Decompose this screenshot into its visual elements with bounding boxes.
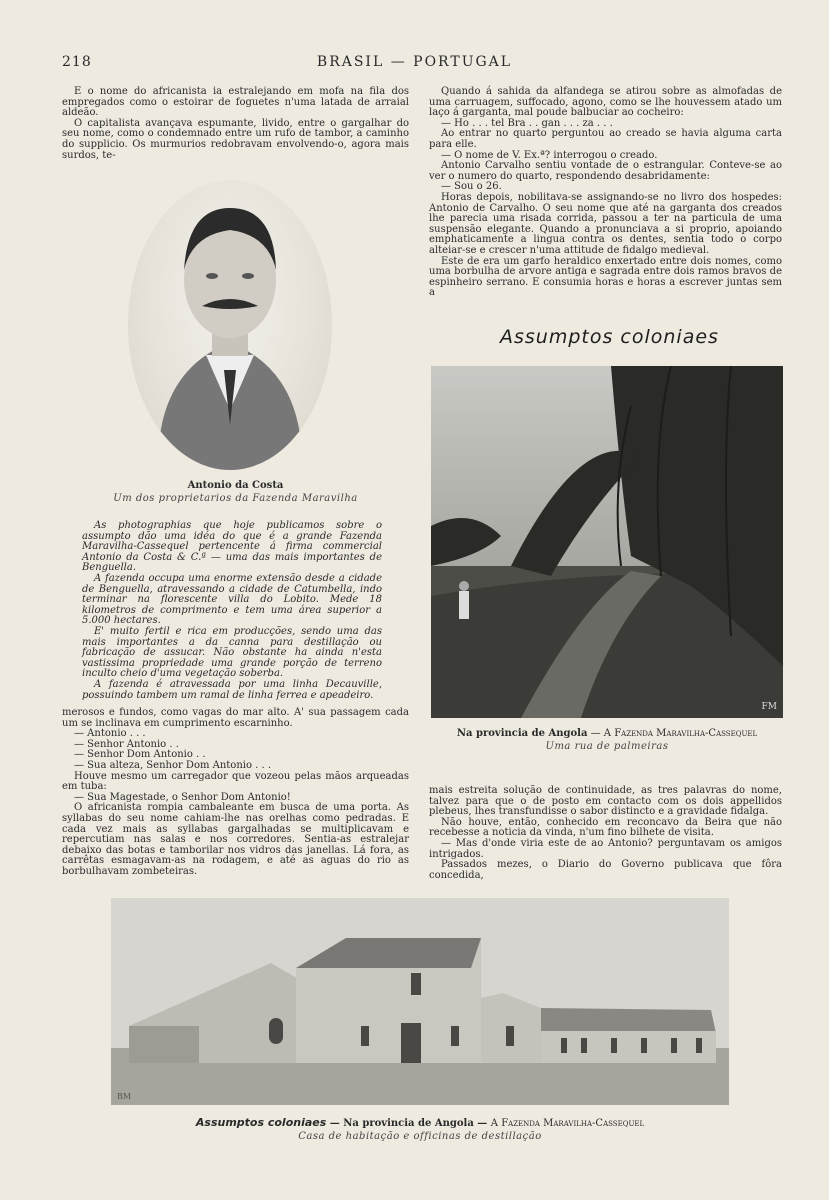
paragraph: Horas depois, nobilitava-se assignando-se no livro dos hospedes: Antonio de Carvalho. O seu nome que até na garganta dos creados lhe parecia uma risada corrida, passou a ter na particula de uma suspensão elegante. Quando a pronunciava a si proprio, apoiando emphaticamente a lingua contra os dentes, sentia todo o corpo alteiar-se e crescer n'uma attitude de fidalgo medieval.: [429, 191, 782, 256]
building-caption-bold: — Na provincia de Angola —: [326, 1118, 491, 1129]
palm-caption-bold: Na provincia de Angola: [456, 728, 588, 739]
paragraph: O capitalista avançava espumante, livido, entre o gargalhar do seu nome, como o condemnado entre um rufo de tambor, a caminho do supplicio. Os murmurios redobravam envolvendo-o, agora mais surdos, te-: [62, 117, 409, 161]
dialogue-line: — Senhor Antonio . .: [74, 738, 179, 750]
paragraph: E o nome do africanista ia estralejando em mofa na fila dos empregados como o estoirar de foguetes n'uma latada de arraial aldeão.: [62, 86, 409, 119]
paragraph: Antonio Carvalho sentiu vontade de o estrangular. Conteve-se ao ver o numero do quarto, respondendo desabridamente:: [429, 160, 782, 182]
paragraph: merosos e fundos, como vagas do mar alto. A' sua passagem cada um se inclinava em cumprimento escarninho.: [62, 707, 409, 729]
section-title: Assumptos coloniaes: [500, 326, 719, 348]
dialogue-line: — Ho . . . tel Bra . . gan . . . za . . .: [441, 117, 613, 129]
building-photo: [111, 898, 729, 1105]
paragraph: Ao entrar no quarto perguntou ao creado se havia alguma carta para elle.: [429, 128, 782, 150]
paragraph: Passados mezes, o Diario do Governo publicava que fôra concedida,: [429, 859, 782, 881]
left-italic-text: [82, 521, 382, 701]
dialogue-line: — Antonio . . .: [74, 728, 146, 740]
paragraph: A fazenda occupa uma enorme extensão desde a cidade de Benguella, atravessando a cidade de Catumbella, indo terminar na florescente villa do Lobito. Mede 18 kilometros de comprimento e tem uma área superior a 5.000 hectares.: [82, 572, 382, 627]
paragraph: A fazenda é atravessada por uma linha Decauville, possuindo tambem um ramal de linha ferrea e apeadeiro.: [82, 678, 382, 701]
palm-photo: [431, 366, 783, 718]
building-caption: [60, 1116, 780, 1142]
paragraph: Quando á sahida da alfandega se atirou sobre as almofadas de uma carruagem, suffocado, agono, como se lhe houvessem atado um laço á garganta, mal poude balbuciar ao cocheiro:: [429, 86, 782, 119]
palm-caption-rest: — A Fazenda Maravilha-Cassequel: [587, 728, 758, 739]
dialogue-line: — Senhor Dom Antonio . .: [74, 749, 206, 761]
portrait-name: Antonio da Costa: [187, 480, 284, 491]
dialogue-line: — Sua Magestade, o Senhor Dom Antonio!: [74, 791, 291, 803]
running-title: BRASIL — PORTUGAL: [316, 54, 513, 70]
paragraph: O africanista rompia cambaleante em busca de uma porta. As syllabas do seu nome cahiam-lhe nas orelhas como pedradas. E cada vez mais as syllabas gargalhadas se multiplicavam e repercutiam nas salas e nos corredores. Sentia-as estralejar debaixo das botas e tamborilar nos vidros das janellas. Lá fora, as carrêtas esmagavam-as na rodagem, e até as aguas do rio as borbulhavam zombeteiras.: [62, 802, 409, 877]
palm-caption: [431, 728, 783, 752]
portrait-caption: [62, 480, 409, 504]
paragraph: E' muito fertil e rica em producções, sendo uma das mais importantes a da canna para destillação ou fabricação de assucar. Não obstante ha ainda n'esta vastissima propriedade uma grande porção de terreno inculto cheio d'uma vegetação soberba.: [82, 625, 382, 680]
dialogue-line: — O nome de V. Ex.ª? interrogou o creado.: [441, 149, 658, 161]
photo-signature: FM: [761, 702, 777, 712]
paragraph: As photographias que hoje publicamos sobre o assumpto dão uma idéa do que é a grande Fazenda Maravilha-Cassequel pertencente á firma commercial Antonio da Costa & C.ª — uma das mais importantes de Benguella.: [82, 520, 382, 574]
dialogue-line: — Mas d'onde viria este de ao Antonio? perguntavam os amigos intrigados.: [429, 837, 782, 860]
right-bottom-text: [429, 786, 782, 881]
right-top-text: [429, 87, 782, 299]
left-top-text: [62, 87, 409, 161]
building-caption-rest: A Fazenda Maravilha-Cassequel: [490, 1118, 645, 1129]
paragraph: mais estreita solução de continuidade, as tres palavras do nome, talvez para que o de posto em contacto com os dois appellidos plebeus, lhes transfundisse o sabor distincto e a gravidade fidalga.: [429, 785, 782, 818]
paragraph: Houve mesmo um carregador que vozeou pelas mãos arqueadas em tuba:: [62, 770, 409, 793]
dialogue-line: — Sua alteza, Senhor Dom Antonio . . .: [74, 759, 272, 771]
portrait-subtitle: Um dos proprietarios da Fazenda Maravilha: [113, 493, 358, 504]
palm-caption-subtitle: Uma rua de palmeiras: [545, 741, 669, 752]
dialogue-line: — Sou o 26.: [441, 181, 502, 193]
building-caption-title: Assumptos coloniaes: [195, 1116, 327, 1129]
photo-signature: BM: [117, 1092, 132, 1101]
building-caption-subtitle: Casa de habitação e officinas de destillação: [298, 1131, 542, 1142]
page-number: 218: [62, 54, 92, 70]
left-bottom-text: [62, 708, 409, 878]
paragraph: Não houve, então, conhecido em reconcavo da Beira que não recebesse a noticia da vinda, n'um fino bilhete de visita.: [429, 816, 782, 839]
paragraph: Este de era um garfo heraldico enxertado entre dois nomes, como uma borbulha de arvore antiga e sagrada entre dois ramos bravos de espinheiro serrano. E consumia horas e horas a escrever juntas sem a: [429, 255, 782, 299]
portrait-photo: [128, 180, 332, 470]
